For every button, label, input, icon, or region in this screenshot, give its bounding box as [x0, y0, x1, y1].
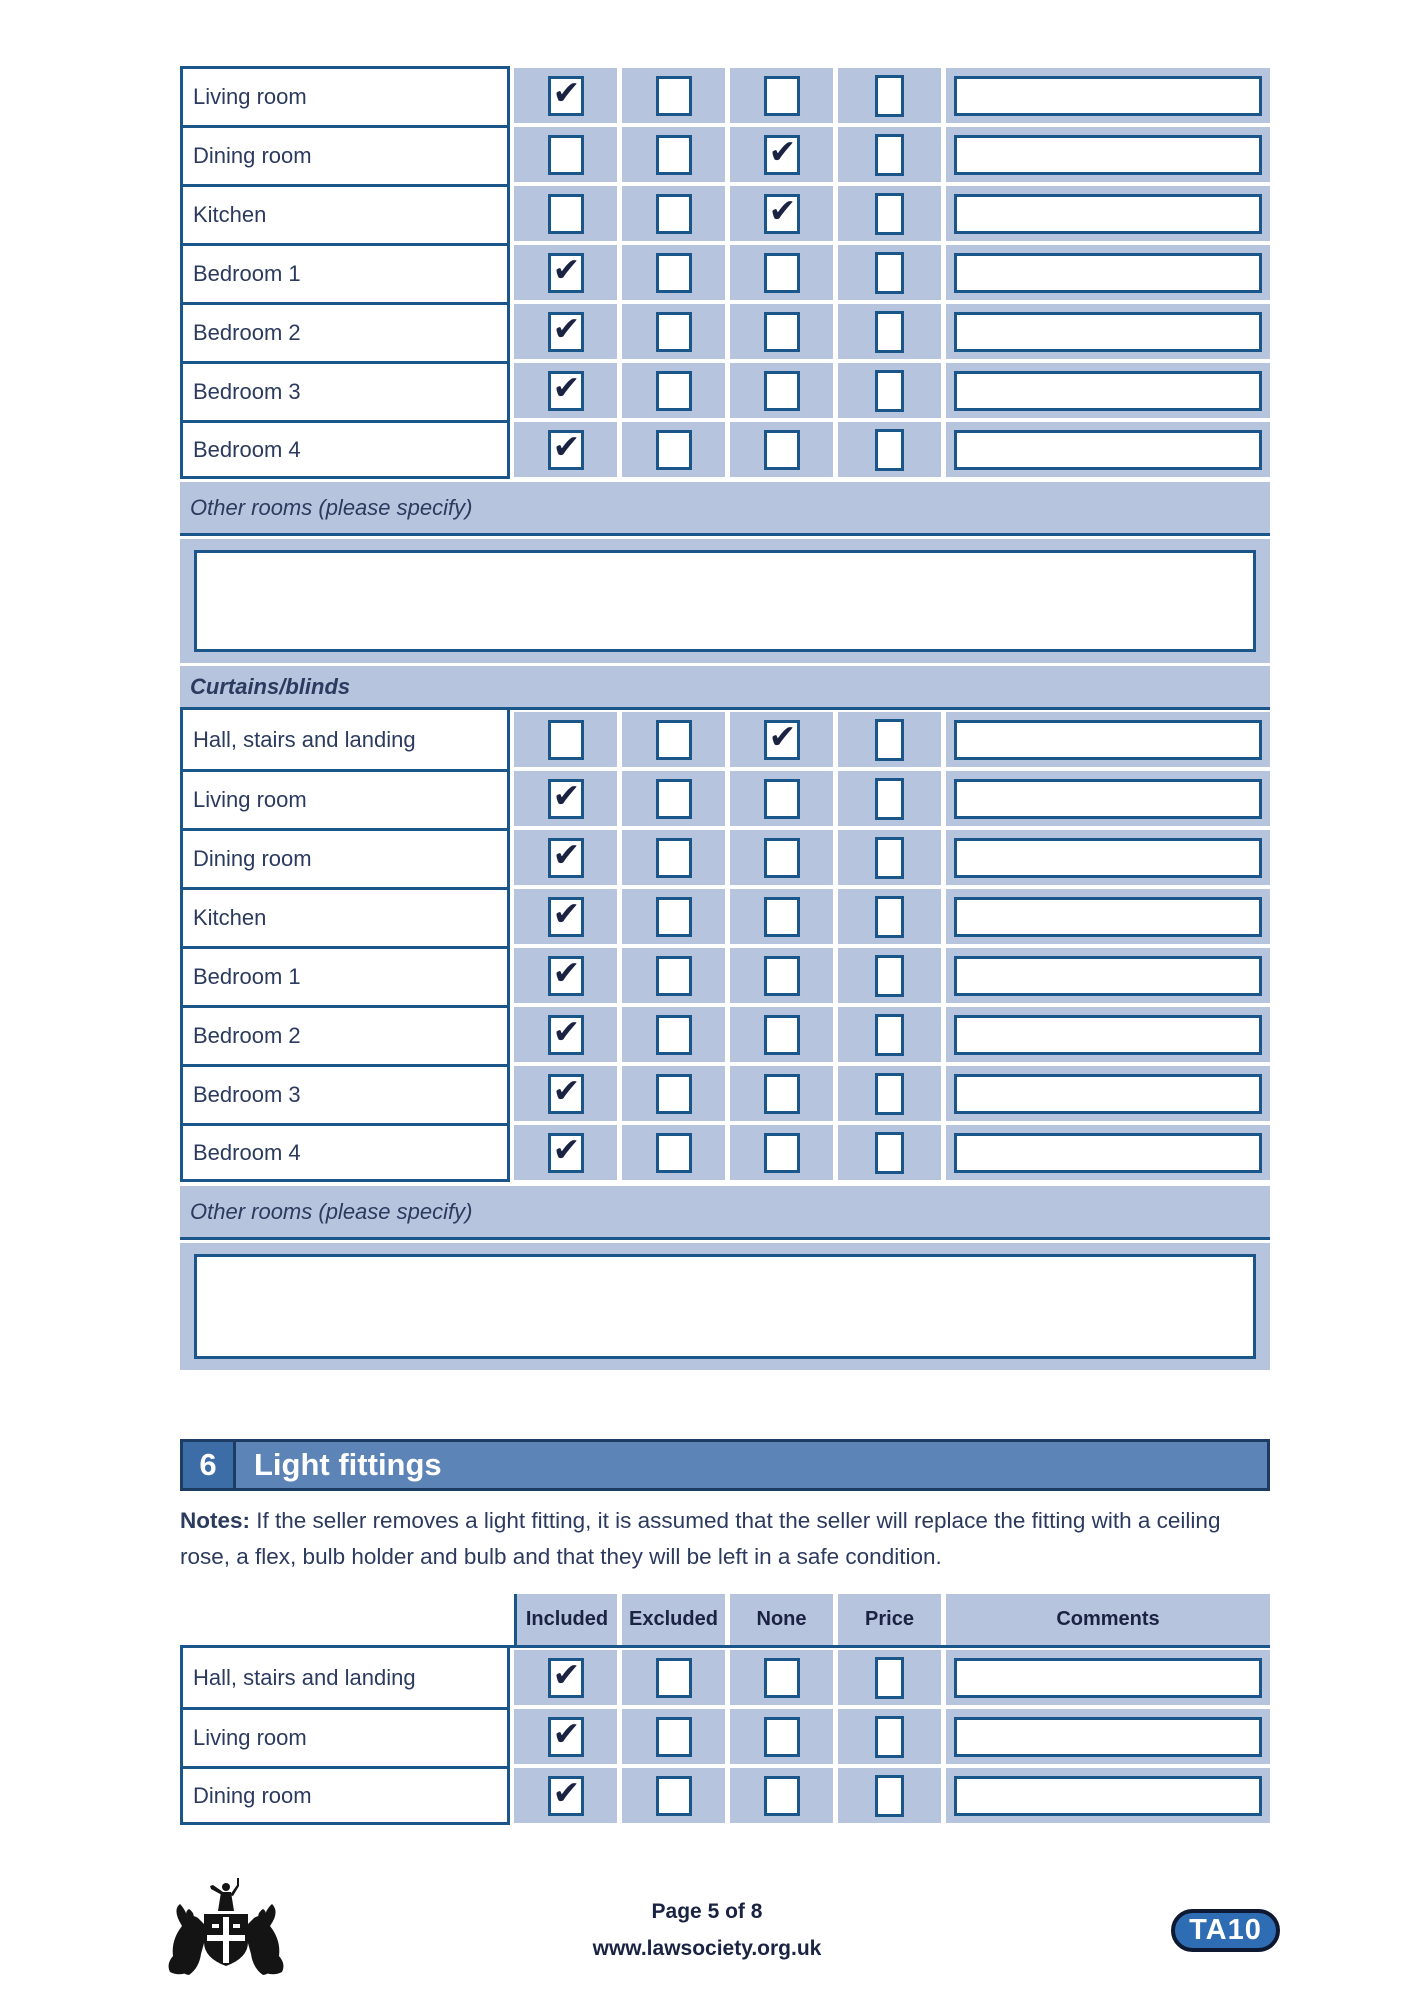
cell-none: [730, 245, 833, 300]
section-number: 6: [183, 1442, 236, 1488]
price-checkbox[interactable]: [875, 1775, 904, 1817]
cell-included: [514, 1007, 617, 1062]
row-label: Dining room: [180, 1766, 510, 1825]
cell-price: [838, 830, 941, 885]
cell-excluded: [622, 304, 725, 359]
table-row: [180, 1707, 1270, 1766]
comments-input[interactable]: [954, 135, 1262, 175]
none-checkbox[interactable]: [764, 1133, 800, 1173]
checkmark-icon: ✔: [552, 368, 581, 407]
column-header-included: Included: [514, 1594, 617, 1645]
none-checkbox[interactable]: [764, 1717, 800, 1757]
none-checkbox[interactable]: [764, 371, 800, 411]
cell-comments: [946, 245, 1270, 300]
checkmark-icon: ✔: [552, 1773, 581, 1812]
cell-price: [838, 1768, 941, 1823]
cell-none: [730, 712, 833, 767]
cell-price: [838, 948, 941, 1003]
excluded-checkbox[interactable]: [656, 1015, 692, 1055]
cell-included: [514, 186, 617, 241]
cell-none: [730, 1709, 833, 1764]
checkmark-icon: ✔: [552, 73, 581, 112]
cell-none: [730, 1768, 833, 1823]
row-label: Bedroom 1: [180, 946, 510, 1005]
comments-input[interactable]: [954, 76, 1262, 116]
header-label-spacer: [180, 1594, 510, 1645]
section-notes: [180, 1503, 1270, 1575]
cell-included: [514, 363, 617, 418]
row-label: Kitchen: [180, 887, 510, 946]
excluded-checkbox[interactable]: [656, 194, 692, 234]
cell-included: [514, 1125, 617, 1180]
other-rooms-label: Other rooms (please specify): [190, 494, 473, 520]
cell-none: [730, 889, 833, 944]
other-rooms-textarea-2[interactable]: [194, 1254, 1256, 1359]
cell-comments: [946, 68, 1270, 123]
checkmark-icon: ✔: [552, 250, 581, 289]
cell-comments: [946, 830, 1270, 885]
cell-none: [730, 68, 833, 123]
cell-price: [838, 245, 941, 300]
cell-none: [730, 186, 833, 241]
table-row: [180, 769, 1270, 828]
cell-comments: [946, 1007, 1270, 1062]
price-checkbox[interactable]: [875, 75, 904, 117]
cell-none: [730, 127, 833, 182]
cell-included: [514, 712, 617, 767]
cell-included: [514, 948, 617, 1003]
cell-comments: [946, 363, 1270, 418]
other-rooms-label-2: Other rooms (please specify): [190, 1198, 473, 1224]
price-checkbox[interactable]: [875, 719, 904, 761]
cell-excluded: [622, 68, 725, 123]
price-checkbox[interactable]: [875, 778, 904, 820]
price-checkbox[interactable]: [875, 1132, 904, 1174]
cell-included: [514, 304, 617, 359]
table-row: [180, 302, 1270, 361]
table-row: [180, 946, 1270, 1005]
included-checkbox[interactable]: [548, 953, 584, 996]
included-checkbox[interactable]: [548, 1714, 584, 1757]
price-checkbox[interactable]: [875, 837, 904, 879]
cell-price: [838, 1650, 941, 1705]
comments-input[interactable]: [954, 371, 1262, 411]
checkmark-icon: ✔: [768, 191, 797, 230]
cell-none: [730, 771, 833, 826]
cell-excluded: [622, 948, 725, 1003]
cell-comments: [946, 1066, 1270, 1121]
excluded-checkbox[interactable]: [656, 253, 692, 293]
included-checkbox[interactable]: [548, 250, 584, 293]
price-checkbox[interactable]: [875, 1073, 904, 1115]
cell-price: [838, 363, 941, 418]
cell-price: [838, 304, 941, 359]
other-rooms-textarea-band: [180, 539, 1270, 663]
cell-comments: [946, 712, 1270, 767]
column-header-none: None: [730, 1594, 833, 1645]
checkmark-icon: ✔: [552, 1655, 581, 1694]
price-checkbox[interactable]: [875, 1716, 904, 1758]
notes-label: Notes:: [180, 1508, 251, 1533]
price-checkbox[interactable]: [875, 193, 904, 235]
cell-comments: [946, 1709, 1270, 1764]
excluded-checkbox[interactable]: [656, 1776, 692, 1816]
cell-price: [838, 712, 941, 767]
included-checkbox[interactable]: [548, 1130, 584, 1173]
cell-excluded: [622, 127, 725, 182]
cell-excluded: [622, 1066, 725, 1121]
included-checkbox[interactable]: [548, 73, 584, 116]
none-checkbox[interactable]: [764, 717, 800, 760]
comments-input[interactable]: [954, 1015, 1262, 1055]
cell-none: [730, 304, 833, 359]
price-checkbox[interactable]: [875, 311, 904, 353]
included-checkbox[interactable]: [548, 309, 584, 352]
cell-price: [838, 1007, 941, 1062]
excluded-checkbox[interactable]: [656, 1658, 692, 1698]
none-checkbox[interactable]: [764, 1015, 800, 1055]
cell-price: [838, 68, 941, 123]
none-checkbox[interactable]: [764, 1074, 800, 1114]
table-row: [180, 243, 1270, 302]
cell-none: [730, 1007, 833, 1062]
cell-comments: [946, 889, 1270, 944]
included-checkbox[interactable]: [548, 194, 584, 234]
row-label: Living room: [180, 66, 510, 125]
other-rooms-textarea[interactable]: [194, 550, 1256, 652]
section-title: Light fittings: [254, 1447, 442, 1482]
row-label: Bedroom 2: [180, 1005, 510, 1064]
cell-none: [730, 363, 833, 418]
excluded-checkbox[interactable]: [656, 430, 692, 470]
checkmark-icon: ✔: [768, 132, 797, 171]
comments-input[interactable]: [954, 312, 1262, 352]
none-checkbox[interactable]: [764, 1776, 800, 1816]
cell-comments: [946, 422, 1270, 477]
included-checkbox[interactable]: [548, 1071, 584, 1114]
other-rooms-textarea-band-2: [180, 1243, 1270, 1370]
page-indicator: Page 5 of 8: [651, 1900, 763, 1923]
included-checkbox[interactable]: [548, 1773, 584, 1816]
row-label: Living room: [180, 769, 510, 828]
cell-included: [514, 771, 617, 826]
cell-none: [730, 1066, 833, 1121]
cell-excluded: [622, 422, 725, 477]
row-label: Kitchen: [180, 184, 510, 243]
checkmark-icon: ✔: [552, 953, 581, 992]
cell-excluded: [622, 1768, 725, 1823]
column-header-price: Price: [838, 1594, 941, 1645]
comments-input[interactable]: [954, 897, 1262, 937]
ta10-badge: TA10: [1171, 1909, 1280, 1952]
price-checkbox[interactable]: [875, 1657, 904, 1699]
excluded-checkbox[interactable]: [656, 76, 692, 116]
included-checkbox[interactable]: [548, 1655, 584, 1698]
table-row: [180, 184, 1270, 243]
none-checkbox[interactable]: [764, 312, 800, 352]
cell-included: [514, 68, 617, 123]
comments-input[interactable]: [954, 1658, 1262, 1698]
included-checkbox[interactable]: [548, 135, 584, 175]
curtains-blinds-heading: [180, 666, 1270, 710]
comments-input[interactable]: [954, 956, 1262, 996]
cell-excluded: [622, 1007, 725, 1062]
row-label: Bedroom 4: [180, 420, 510, 479]
row-label: Bedroom 2: [180, 302, 510, 361]
other-rooms-heading-2: [180, 1186, 1270, 1240]
excluded-checkbox[interactable]: [656, 779, 692, 819]
included-checkbox[interactable]: [548, 720, 584, 760]
table-row: [180, 125, 1270, 184]
included-checkbox[interactable]: [548, 1012, 584, 1055]
section-6-header: [180, 1439, 1270, 1491]
cell-comments: [946, 186, 1270, 241]
light-fittings-table-header: [180, 1594, 1270, 1648]
none-checkbox[interactable]: [764, 76, 800, 116]
row-label: Dining room: [180, 125, 510, 184]
cell-price: [838, 186, 941, 241]
cell-price: [838, 771, 941, 826]
none-checkbox[interactable]: [764, 430, 800, 470]
included-checkbox[interactable]: [548, 776, 584, 819]
none-checkbox[interactable]: [764, 838, 800, 878]
cell-none: [730, 830, 833, 885]
cell-comments: [946, 1768, 1270, 1823]
table-row: [180, 1005, 1270, 1064]
cell-included: [514, 889, 617, 944]
cell-price: [838, 422, 941, 477]
checkmark-icon: ✔: [552, 309, 581, 348]
cell-comments: [946, 771, 1270, 826]
table-row: [180, 66, 1270, 125]
cell-price: [838, 127, 941, 182]
none-checkbox[interactable]: [764, 1658, 800, 1698]
excluded-checkbox[interactable]: [656, 135, 692, 175]
table-row: [180, 1648, 1270, 1707]
comments-input[interactable]: [954, 779, 1262, 819]
cell-comments: [946, 1125, 1270, 1180]
cell-none: [730, 1650, 833, 1705]
included-checkbox[interactable]: [548, 894, 584, 937]
none-checkbox[interactable]: [764, 897, 800, 937]
price-checkbox[interactable]: [875, 429, 904, 471]
cell-excluded: [622, 1709, 725, 1764]
price-checkbox[interactable]: [875, 896, 904, 938]
curtains-blinds-table: [180, 710, 1270, 1182]
table-row: [180, 887, 1270, 946]
cell-included: [514, 830, 617, 885]
price-checkbox[interactable]: [875, 955, 904, 997]
cell-none: [730, 948, 833, 1003]
notes-text: If the seller removes a light fitting, it is assumed that the seller will replace the fitting with a ceiling rose, a flex, bulb holder and bulb and that they will be left in a safe condition.: [180, 1508, 1221, 1569]
price-checkbox[interactable]: [875, 134, 904, 176]
table-row: [180, 1123, 1270, 1182]
comments-input[interactable]: [954, 1776, 1262, 1816]
cell-excluded: [622, 889, 725, 944]
table-row: [180, 1766, 1270, 1825]
website-link[interactable]: www.lawsociety.org.uk: [592, 1937, 822, 1960]
row-label: Hall, stairs and landing: [180, 1648, 510, 1707]
included-checkbox[interactable]: [548, 427, 584, 470]
excluded-checkbox[interactable]: [656, 720, 692, 760]
row-label: Hall, stairs and landing: [180, 710, 510, 769]
table-row: [180, 710, 1270, 769]
excluded-checkbox[interactable]: [656, 1717, 692, 1757]
cell-price: [838, 1125, 941, 1180]
excluded-checkbox[interactable]: [656, 838, 692, 878]
cell-included: [514, 1650, 617, 1705]
cell-comments: [946, 127, 1270, 182]
included-checkbox[interactable]: [548, 835, 584, 878]
cell-none: [730, 422, 833, 477]
column-header-excluded: Excluded: [622, 1594, 725, 1645]
comments-input[interactable]: [954, 720, 1262, 760]
comments-input[interactable]: [954, 1133, 1262, 1173]
cell-comments: [946, 948, 1270, 1003]
cell-excluded: [622, 1650, 725, 1705]
row-label: Bedroom 4: [180, 1123, 510, 1182]
excluded-checkbox[interactable]: [656, 312, 692, 352]
none-checkbox[interactable]: [764, 253, 800, 293]
none-checkbox[interactable]: [764, 191, 800, 234]
cell-included: [514, 1768, 617, 1823]
cell-excluded: [622, 771, 725, 826]
comments-input[interactable]: [954, 1717, 1262, 1757]
cell-comments: [946, 1650, 1270, 1705]
excluded-checkbox[interactable]: [656, 1133, 692, 1173]
cell-price: [838, 1066, 941, 1121]
excluded-checkbox[interactable]: [656, 956, 692, 996]
cell-comments: [946, 304, 1270, 359]
none-checkbox[interactable]: [764, 956, 800, 996]
excluded-checkbox[interactable]: [656, 1074, 692, 1114]
checkmark-icon: ✔: [768, 717, 797, 756]
checkmark-icon: ✔: [552, 894, 581, 933]
none-checkbox[interactable]: [764, 132, 800, 175]
price-checkbox[interactable]: [875, 370, 904, 412]
cell-included: [514, 1709, 617, 1764]
comments-input[interactable]: [954, 1074, 1262, 1114]
cell-included: [514, 127, 617, 182]
comments-input[interactable]: [954, 838, 1262, 878]
cell-excluded: [622, 1125, 725, 1180]
table-row: [180, 1064, 1270, 1123]
cell-included: [514, 245, 617, 300]
checkmark-icon: ✔: [552, 776, 581, 815]
row-label: Bedroom 3: [180, 361, 510, 420]
checkmark-icon: ✔: [552, 1714, 581, 1753]
row-label: Bedroom 1: [180, 243, 510, 302]
checkmark-icon: ✔: [552, 1071, 581, 1110]
checkmark-icon: ✔: [552, 835, 581, 874]
table-row: [180, 361, 1270, 420]
fittings-contents-table: [180, 66, 1270, 479]
curtains-blinds-label: Curtains/blinds: [190, 673, 351, 699]
row-label: Dining room: [180, 828, 510, 887]
light-fittings-table: [180, 1648, 1270, 1825]
law-society-crest-logo: [158, 1876, 294, 1988]
row-label: Living room: [180, 1707, 510, 1766]
cell-excluded: [622, 186, 725, 241]
table-row: [180, 420, 1270, 479]
cell-excluded: [622, 830, 725, 885]
price-checkbox[interactable]: [875, 252, 904, 294]
excluded-checkbox[interactable]: [656, 371, 692, 411]
none-checkbox[interactable]: [764, 779, 800, 819]
included-checkbox[interactable]: [548, 368, 584, 411]
cell-excluded: [622, 363, 725, 418]
comments-input[interactable]: [954, 253, 1262, 293]
price-checkbox[interactable]: [875, 1014, 904, 1056]
column-header-comments: Comments: [946, 1594, 1270, 1645]
excluded-checkbox[interactable]: [656, 897, 692, 937]
cell-price: [838, 1709, 941, 1764]
cell-none: [730, 1125, 833, 1180]
cell-excluded: [622, 712, 725, 767]
cell-included: [514, 422, 617, 477]
comments-input[interactable]: [954, 194, 1262, 234]
cell-price: [838, 889, 941, 944]
checkmark-icon: ✔: [552, 1012, 581, 1051]
other-rooms-heading: [180, 482, 1270, 536]
checkmark-icon: ✔: [552, 427, 581, 466]
table-row: [180, 828, 1270, 887]
row-label: Bedroom 3: [180, 1064, 510, 1123]
checkmark-icon: ✔: [552, 1130, 581, 1169]
comments-input[interactable]: [954, 430, 1262, 470]
cell-excluded: [622, 245, 725, 300]
cell-included: [514, 1066, 617, 1121]
